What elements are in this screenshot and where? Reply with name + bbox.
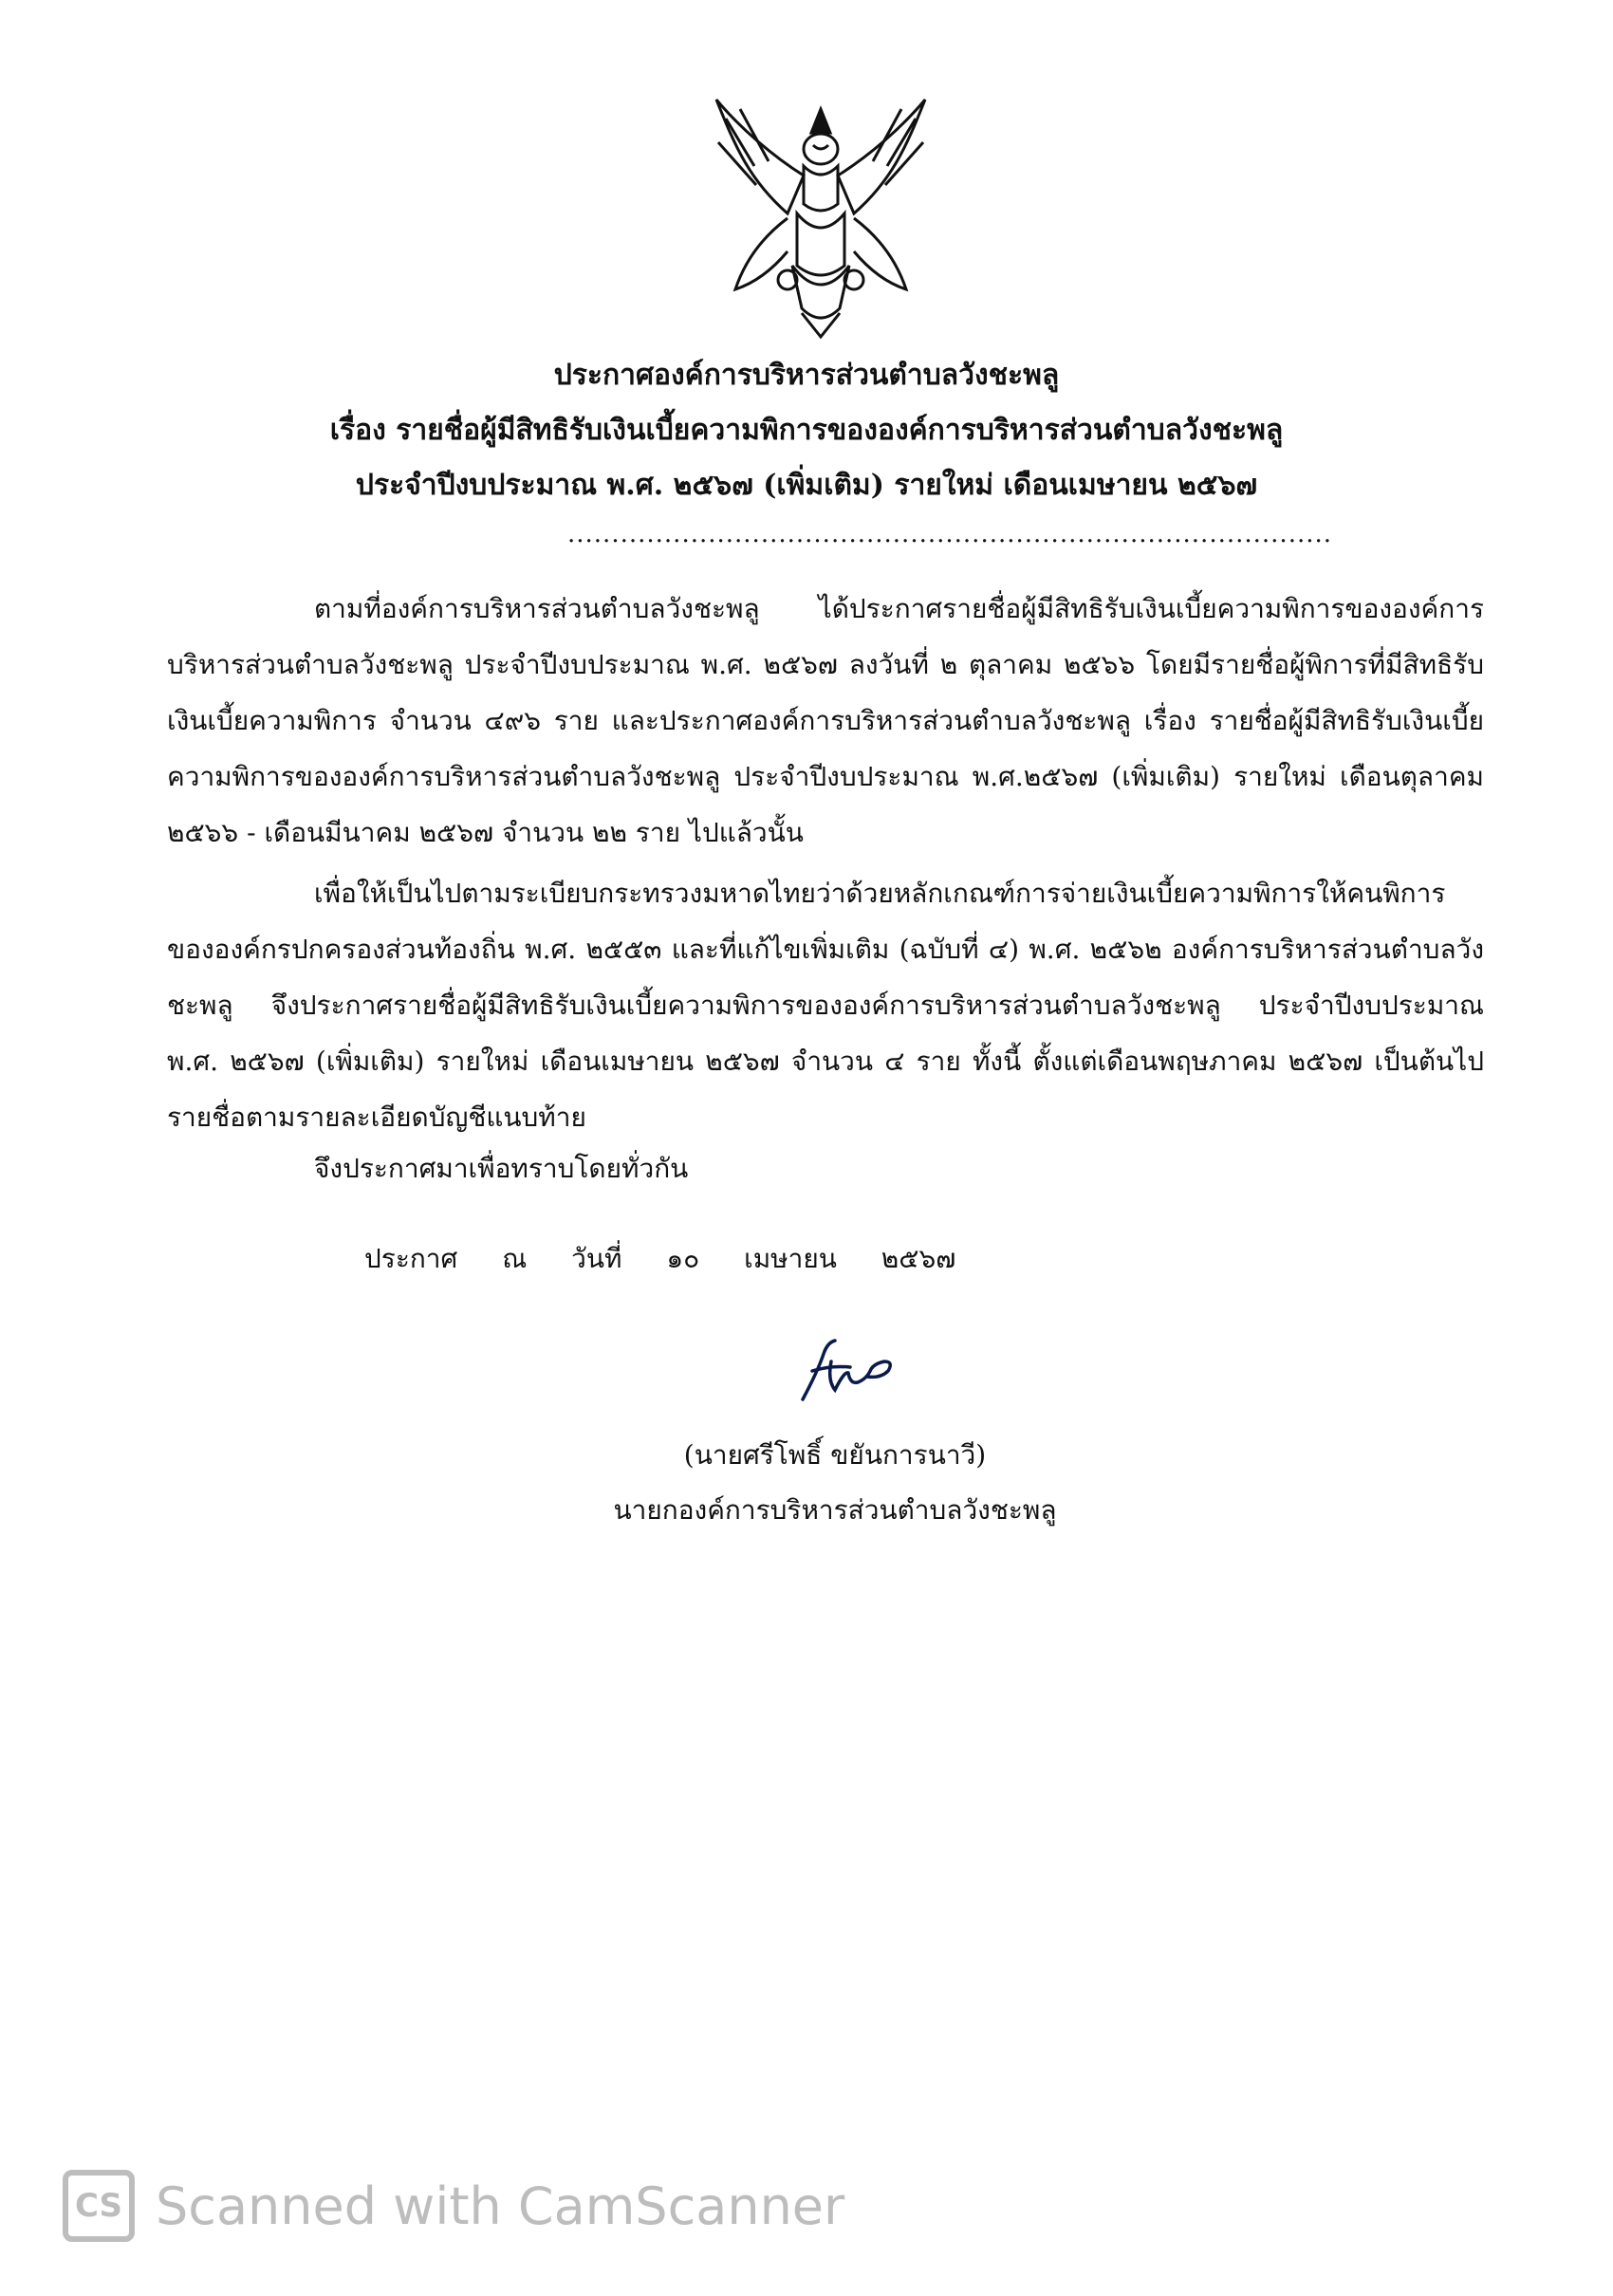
date-day-label: วันที่ xyxy=(571,1243,622,1274)
date-year: ๒๕๖๗ xyxy=(881,1243,956,1274)
date-at: ณ xyxy=(502,1243,528,1274)
closing-statement: จึงประกาศมาเพื่อทราบโดยทั่วกัน xyxy=(314,1153,689,1184)
watermark-text: Scanned with CamScanner xyxy=(156,2176,845,2236)
date-day: ๑๐ xyxy=(666,1243,700,1274)
announcement-subject: เรื่อง รายชื่อผู้มีสิทธิรับเงินเบี้ยความพิการขององค์การบริหารส่วนตำบลวังชะพลู xyxy=(329,414,1284,447)
signatory-name: (นายศรีโพธิ์ ขยันการนาวี) xyxy=(683,1439,987,1471)
camscanner-logo-icon: CS xyxy=(63,2170,135,2242)
date-month: เมษายน xyxy=(744,1243,837,1274)
body-paragraph-1: ตามที่องค์การบริหารส่วนตำบลวังชะพลู ได้ประกาศรายชื่อผู้มีสิทธิรับเงินเบี้ยความพิการขององค์การบริหารส่วนตำบลวังชะพลู ประจำปีงบประมาณ พ.ศ. ๒๕๖๗ ลงวันที่ ๒ ตุลาคม ๒๕๖๖ โดยมีรายชื่อผู้พิการที่มีสิทธิรับเงินเบี้ยความพิการ จำนวน ๔๙๖ ราย และประกาศองค์การบริหารส่วนตำบลวังชะพลู เรื่อง รายชื่อผู้มีสิทธิรับเงินเบี้ยความพิการขององค์การบริหารส่วนตำบลวังชะพลู ประจำปีงบประมาณ พ.ศ.๒๕๖๗ (เพิ่มเติม) รายใหม่ เดือนตุลาคม ๒๕๖๖ - เดือนมีนาคม ๒๕๖๗ จำนวน ๒๒ ราย ไปแล้วนั้น xyxy=(167,593,1484,848)
garuda-emblem-icon xyxy=(697,90,944,346)
date-label: ประกาศ xyxy=(364,1243,458,1274)
handwritten-signature xyxy=(788,1333,911,1409)
announcement-date xyxy=(364,1238,992,1280)
body-paragraph-2: เพื่อให้เป็นไปตามระเบียบกระทรวงมหาดไทยว่าด้วยหลักเกณฑ์การจ่ายเงินเบี้ยความพิการให้คนพิการขององค์กรปกครองส่วนท้องถิ่น พ.ศ. ๒๕๕๓ และที่แก้ไขเพิ่มเติม (ฉบับที่ ๔) พ.ศ. ๒๕๖๒ องค์การบริหารส่วนตำบลวังชะพลู จึงประกาศรายชื่อผู้มีสิทธิรับเงินเบี้ยความพิการขององค์การบริหารส่วนตำบลวังชะพลู ประจำปีงบประมาณ พ.ศ. ๒๕๖๗ (เพิ่มเติม) รายใหม่ เดือนเมษายน ๒๕๖๗ จำนวน ๔ ราย ทั้งนี้ ตั้งแต่เดือนพฤษภาคม ๒๕๖๗ เป็นต้นไป รายชื่อตามรายละเอียดบัญชีแนบท้าย xyxy=(167,878,1484,1133)
announcement-title: ประกาศองค์การบริหารส่วนตำบลวังชะพลู xyxy=(553,359,1060,392)
signatory-position: นายกองค์การบริหารส่วนตำบลวังชะพลู xyxy=(613,1494,1057,1526)
announcement-period: ประจำปีงบประมาณ พ.ศ. ๒๕๖๗ (เพิ่มเติม) รายใหม่ เดือนเมษายน ๒๕๖๗ xyxy=(355,469,1258,502)
camscanner-watermark xyxy=(63,2166,844,2246)
header-divider: ....................................................................................... xyxy=(567,520,1333,548)
